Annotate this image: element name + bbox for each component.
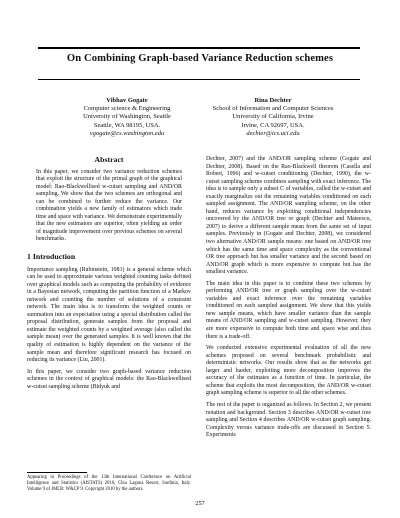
author-email[interactable]: vgogate@cs.washington.edu bbox=[89, 129, 165, 137]
author-name: Vibhav Gogate bbox=[106, 97, 148, 104]
abstract-text: In this paper, we consider two variance reduction schemes that exploit the structure of the primal graph of the graphical model: Rao-Blackwellised w-cutset sampling and AND/OR sampling. We show that the two schemes are orthogonal and can be combined to further reduce the variance. Our combination yields a new family of estimators which trade time and space with variance. We demonstrate experimentally that the new estimators are superior, often yielding an order of magnitude improvement over previous schemes on several benchmarks. bbox=[36, 168, 182, 243]
section-heading: 1 Introduction bbox=[27, 252, 76, 262]
paragraph: Importance sampling (Rubinstein, 1981) is a general scheme which can be used to approximate various weighted counting tasks defined over graphical models such as computing the probability of evidence in a Bayesian network, computing the partition function of a Markov network and counting the number of solutions of a constraint network. The main idea is to transform the weighted counts or summation into an expectation using a special distribution called the proposal distribution, generate samples from the proposal and estimate the weighted counts by a weighted average (also called the sample mean) over the generated samples. It is well known that the quality of estimation is highly dependent on the variance of the sample mean and therefore significant research has focused on reducing its variance (Liu, 2001). bbox=[27, 266, 191, 364]
footnote bbox=[27, 472, 191, 493]
author-institution: University of Washington, Seattle bbox=[83, 113, 171, 121]
author-block bbox=[198, 97, 348, 138]
title-rule-bottom bbox=[38, 79, 360, 80]
right-column bbox=[206, 156, 371, 440]
paragraph: Dechter, 2007) and the AND/OR sampling scheme (Gogate and Dechter, 2008). Based on the Rao-Blackwell theorem (Casella and Robert, 1996) and w-cutset conditioning (Dechter, 1990), the w-cutset sampling scheme combines sampling with exact inference. The idea is to sample only a subset C of variables, called the w-cutset and exactly marginalize out the remaining variables conditioned on each sampled assignment. The AND/OR sampling scheme, on the other hand, reduces variance by exploiting conditional independencies uncovered by the AND/OR tree or graph (Dechter and Mateescu, 2007) to derive a different sample mean from the same set of input samples. Previously in (Gogate and Dechter, 2008), we considered two alternative AND/OR sample means: one based on AND/OR tree which has the same time and space complexity as the conventional OR tree approach but has smaller variance and the second based on AND/OR graph which is more expensive to compute but has the smallest variance. bbox=[206, 156, 371, 276]
author-affiliation: School of Information and Computer Sciences bbox=[212, 105, 334, 113]
abstract-heading: Abstract bbox=[94, 155, 124, 164]
author-address: Seattle, WA 98195, USA. bbox=[93, 121, 161, 129]
paper-title: On Combining Graph-based Variance Reduction schemes bbox=[66, 53, 334, 64]
footnote-rule bbox=[27, 472, 87, 473]
author-email[interactable]: dechter@ics.uci.edu bbox=[246, 129, 300, 137]
paragraph: We conducted extensive experimental evaluation of all the new schemes proposed on several benchmark probabilistic and deterministic networks. Our results show that as the networks get larger and harder, exploiting more decomposition improves the accuracy of the estimates as a function of time. In particular, the scheme that exploits the most decomposition, the AND/OR w-cutset graph sampling scheme is superior to all the other schemes. bbox=[206, 345, 371, 397]
left-column bbox=[27, 155, 191, 391]
title-rule-top bbox=[38, 47, 360, 49]
paragraph: The main idea in this paper is to combine these two schemes by performing AND/OR tree or graph sampling over the w-cutset variables and exact inference over the remaining variables conditioned on each sampled assignment. We show that this yields new sample means, which have smaller variance than the sample means of AND/OR sampling and w-cutset sampling. However, they are more expensive to compute both time and space wise and thus there is a trade-off. bbox=[206, 280, 371, 340]
paragraph: In this paper, we consider two graph-based variance reduction schemes in the context of graphical models: the Rao-Blackwellised w-cutset sampling scheme (Bidyuk and bbox=[27, 368, 191, 390]
author-affiliation: Computer science & Engineering bbox=[83, 105, 171, 113]
author-institution: University of California, Irvine bbox=[232, 113, 314, 121]
author-name: Rina Dechter bbox=[254, 97, 292, 104]
author-block bbox=[52, 97, 202, 138]
footnote-text: Appearing in Proceedings of the 13th International Conference on Artificial Intelligence and Statistics (AISTATS) 2010, Chia Laguna Resort, Sardinia, Italy. Volume 9 of JMLR: W&CP 9. Copyright 2010 by the authors. bbox=[27, 475, 191, 492]
page-number: 257 bbox=[195, 500, 205, 507]
author-address: Irvine, CA 92697, USA. bbox=[241, 121, 305, 129]
paragraph: The rest of the paper is organized as follows. In Section 2, we present notation and background. Section 3 describes AND/OR w-cutset tree sampling and Section 4 describes AND/OR w-cutset graph sampling. Complexity versus variance trade-offs are discussed in Section 5. Experiments bbox=[206, 401, 371, 439]
